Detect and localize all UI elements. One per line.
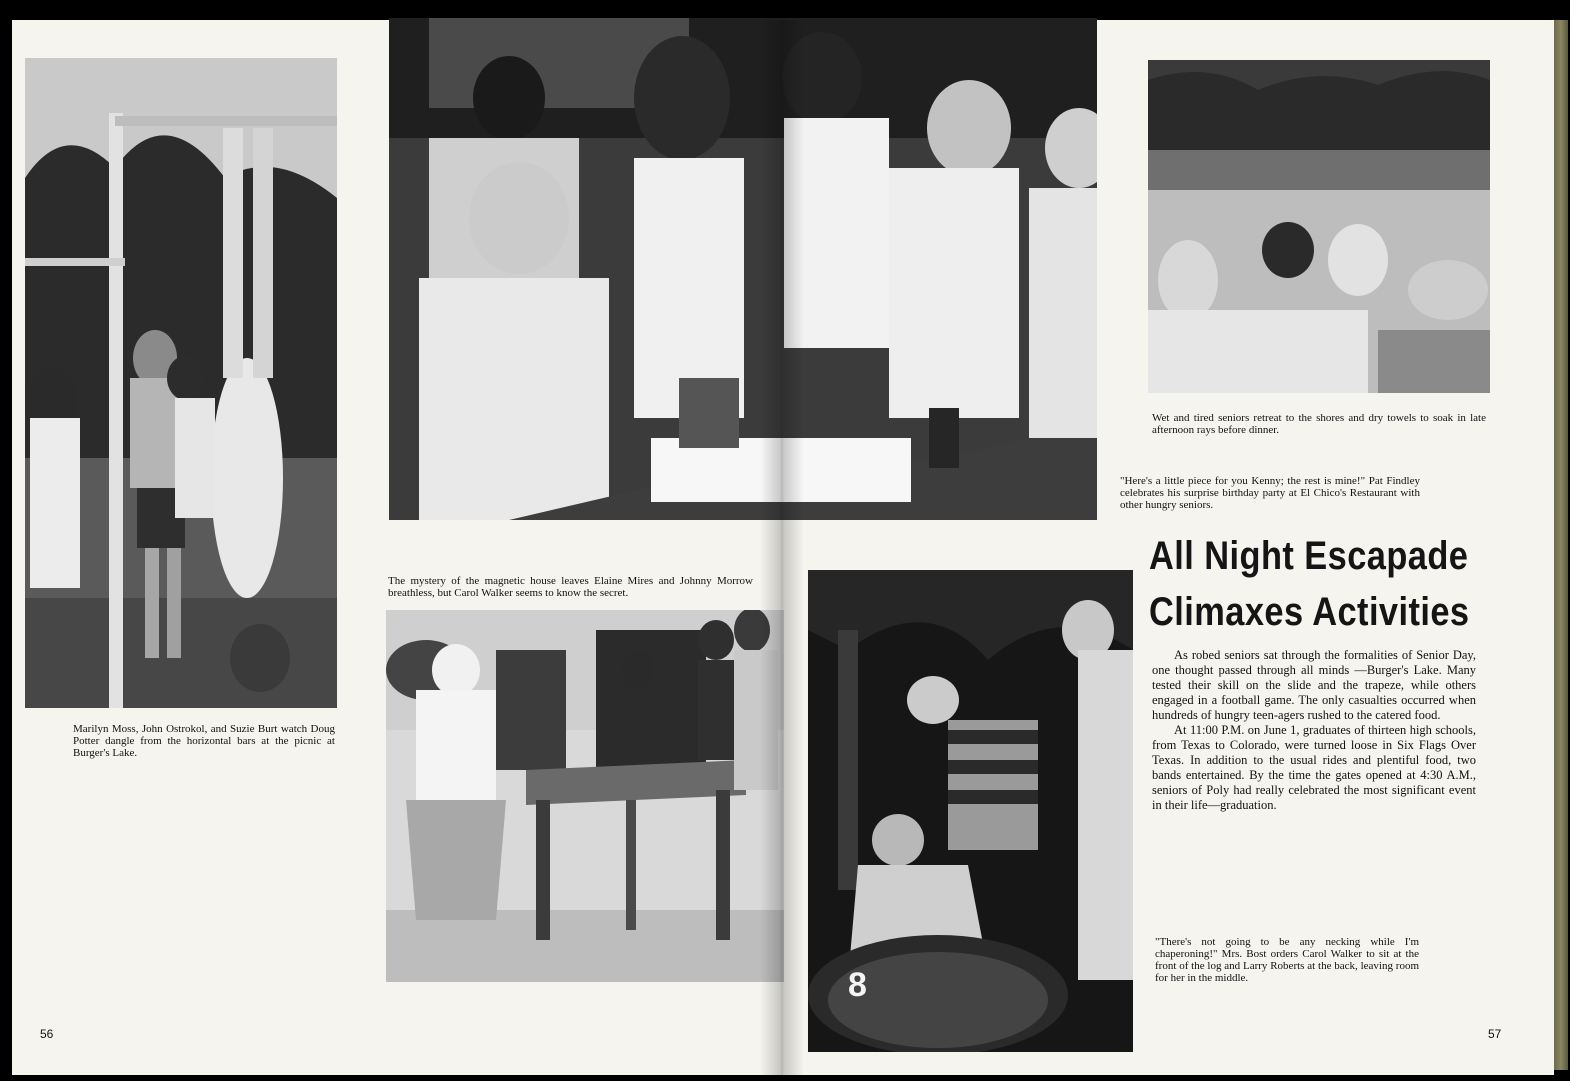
- article-paragraph-1: As robed seniors sat through the formalities of Senior Day, one thought passed through all minds —Burger's Lake. Many tested their skill on the slide and the trapeze, while others engaged in a football game. The only casualties occurred when hundreds of hungry teen-agers rushed to the catered food.: [1152, 648, 1476, 722]
- log-number-label: 8: [848, 966, 867, 1004]
- caption-birthday: "Here's a little piece for you Kenny; the rest is mine!" Pat Findley celebrates his surprise birthday party at El Chico's Restaurant with other hungry seniors.: [1120, 475, 1420, 511]
- page-number-right: 57: [1488, 1027, 1502, 1041]
- photo-magnetic-house: [386, 610, 784, 982]
- caption-log-ride: "There's not going to be any necking while I'm chaperoning!" Mrs. Bost orders Carol Walker to sit at the front of the log and Larry Roberts at the back, leaving room for her in the middle.: [1155, 936, 1419, 984]
- book-gutter: [760, 20, 804, 1075]
- article-body: [1152, 648, 1476, 813]
- photo-horizontal-bars-image: [25, 58, 337, 708]
- photo-magnetic-house-image: [386, 610, 784, 982]
- caption-lake-shore: Wet and tired seniors retreat to the shores and dry towels to soak in late afternoon rays before dinner.: [1152, 412, 1486, 436]
- photo-horizontal-bars: [25, 58, 337, 708]
- photo-birthday-party: [389, 18, 1097, 520]
- headline-line-2: Climaxes Activities: [1149, 590, 1470, 634]
- photo-log-ride: [808, 570, 1133, 1052]
- photo-birthday-party-image: [389, 18, 1097, 520]
- photo-lake-shore-image: [1148, 60, 1490, 393]
- article-paragraph-2: At 11:00 P.M. on June 1, graduates of thirteen high schools, from Texas to Colorado, were turned loose in Six Flags Over Texas. In addition to the usual rides and plentiful food, two bands entertained. By the time the gates opened at 4:30 A.M., seniors of Poly had really celebrated the most significant event in their life—graduation.: [1152, 723, 1476, 812]
- article-headline: [1149, 528, 1470, 640]
- headline-line-1: All Night Escapade: [1149, 534, 1469, 578]
- caption-magnetic-house: The mystery of the magnetic house leaves Elaine Mires and Johnny Morrow breathless, but Carol Walker seems to know the secret.: [388, 575, 753, 599]
- caption-horizontal-bars: Marilyn Moss, John Ostrokol, and Suzie Burt watch Doug Potter dangle from the horizontal bars at the picnic at Burger's Lake.: [73, 723, 335, 759]
- page-number-left: 56: [40, 1027, 54, 1041]
- book-cover-edge: [1554, 20, 1568, 1070]
- photo-lake-shore: [1148, 60, 1490, 393]
